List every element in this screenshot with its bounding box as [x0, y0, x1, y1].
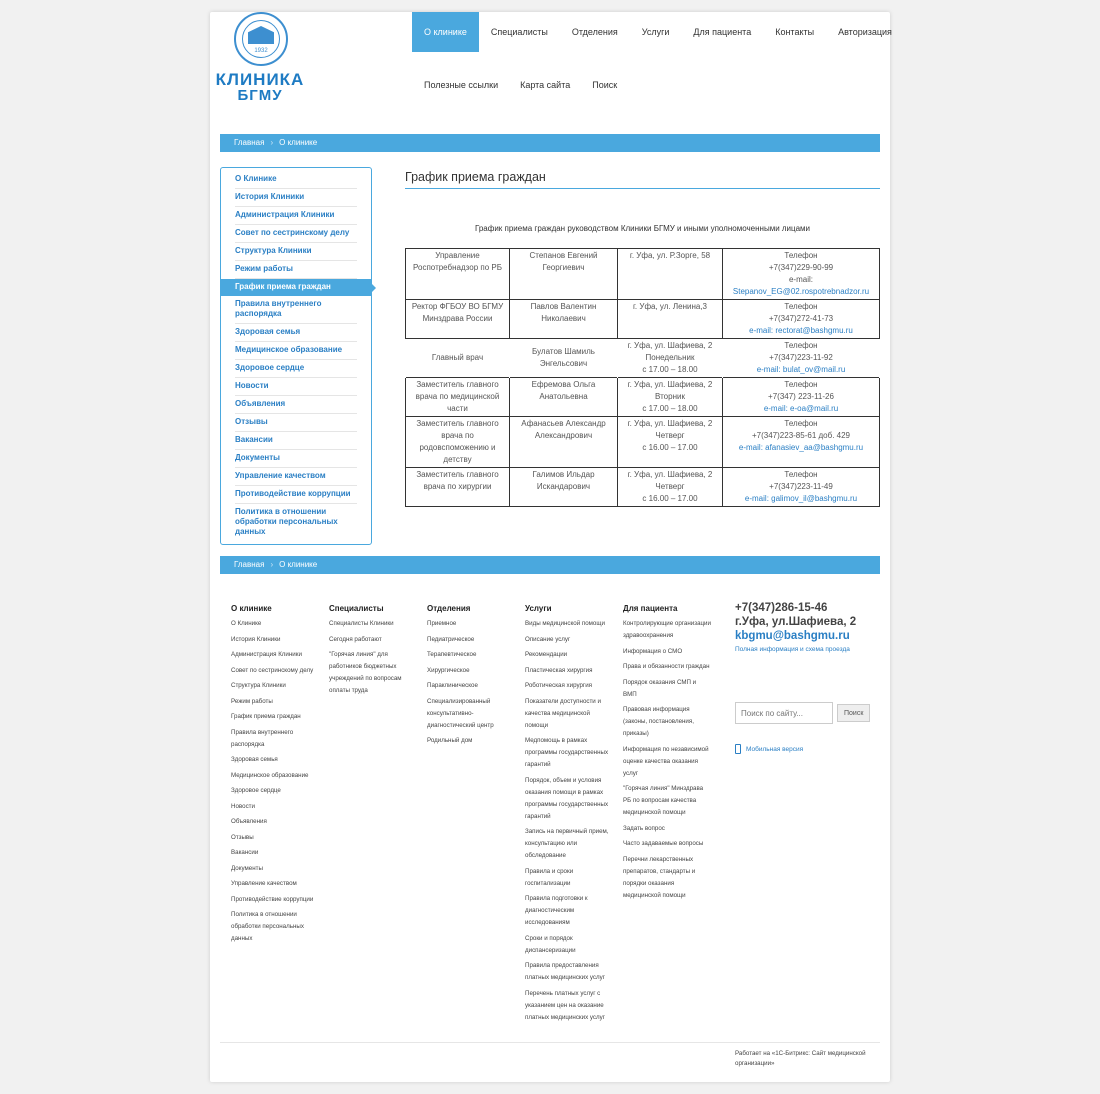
- footer-column-heading: Специалисты: [329, 604, 384, 613]
- sidebar-item[interactable]: Политика в отношении обработки персональных данных: [235, 507, 338, 536]
- search-input[interactable]: [735, 702, 833, 724]
- footer-link[interactable]: Здоровое сердце: [231, 787, 281, 794]
- nav-contacts[interactable]: Контакты: [775, 27, 815, 37]
- footer-link[interactable]: Пластическая хирургия: [525, 666, 593, 674]
- table-row: [406, 300, 880, 339]
- footer-link[interactable]: Здоровая семья: [231, 756, 278, 763]
- nav-about[interactable]: О клинике: [412, 12, 479, 52]
- footer-link[interactable]: Сегодня работают: [329, 635, 382, 643]
- footer-link[interactable]: Документы: [231, 864, 263, 872]
- cell-place: г. Уфа, ул. Шафиева, 2 Четверг с 16.00 – 17.00: [618, 468, 723, 507]
- sidebar-item[interactable]: Документы: [235, 450, 357, 468]
- sidebar-item[interactable]: Вакансии: [235, 432, 357, 450]
- cell-name: Ефремова Ольга Анатольевна: [510, 378, 618, 417]
- cell-place: г. Уфа, ул. Ленина,3: [618, 300, 723, 339]
- footer-link[interactable]: Информация о СМО: [623, 647, 683, 655]
- footer-link[interactable]: "Горячая линия" для работников бюджетных учреждений по вопросам оплаты труда: [329, 651, 402, 694]
- footer-address: г.Уфа, ул.Шафиева, 2: [735, 616, 857, 628]
- nav-search[interactable]: Поиск: [592, 80, 618, 90]
- footer-link[interactable]: Правила предоставления платных медицинских услуг: [525, 962, 605, 981]
- cell-role: Заместитель главного врача по медицинской части: [406, 378, 510, 417]
- nav-departments[interactable]: Отделения: [571, 27, 618, 37]
- footer-column-heading: О клинике: [231, 604, 272, 613]
- sidebar-item[interactable]: Совет по сестринскому делу: [235, 225, 357, 243]
- mobile-version-label: Мобильная версия: [746, 745, 804, 753]
- footer-column-about: [231, 604, 319, 949]
- email-link[interactable]: e-mail: rectorat@bashgmu.ru: [749, 326, 853, 335]
- footer-column-departments: [427, 604, 515, 751]
- powered-by: Работает на «1С-Битрикс: Сайт медицинской организации»: [735, 1050, 866, 1067]
- footer-link[interactable]: Правила внутреннего распорядка: [231, 728, 294, 748]
- top-navigation: [412, 12, 904, 52]
- footer-link[interactable]: Права и обязанности граждан: [623, 663, 710, 670]
- cell-name: Степанов Евгений Георгиевич: [510, 249, 618, 300]
- footer-link[interactable]: Приемное: [427, 620, 457, 627]
- sidebar-item[interactable]: Здоровая семья: [235, 324, 357, 342]
- footer-link[interactable]: Новости: [231, 802, 255, 810]
- breadcrumb-separator: ›: [270, 560, 274, 569]
- footer-column-heading: Услуги: [525, 604, 552, 613]
- footer-link[interactable]: Специалисты Клиники: [329, 620, 394, 627]
- sidebar-item[interactable]: Управление качеством: [235, 468, 357, 486]
- cell-place: г. Уфа, ул. Шафиева, 2 Вторник с 17.00 – 18.00: [618, 378, 723, 417]
- search-button[interactable]: Поиск: [837, 704, 870, 722]
- sidebar-item[interactable]: Правила внутреннего распорядка: [235, 296, 357, 324]
- cell-role: Главный врач: [406, 339, 510, 378]
- footer-link[interactable]: Противодействие коррупции: [231, 895, 314, 903]
- sidebar-item[interactable]: Здоровое сердце: [235, 360, 357, 378]
- cell-name: Афанасьев Александр Александрович: [510, 417, 618, 468]
- logo-text-line2: БГМУ: [237, 87, 283, 104]
- cell-place: г. Уфа, ул. Шафиева, 2 Четверг с 16.00 – 17.00: [618, 417, 723, 468]
- email-link[interactable]: e-mail: e-oa@mail.ru: [763, 404, 839, 413]
- footer-email[interactable]: kbgmu@bashgmu.ru: [735, 630, 850, 642]
- breadcrumb-home[interactable]: Главная: [234, 138, 265, 147]
- cell-contacts: Телефон +7(347)223-85-61 доб. 429 e-mail: afanasiev_aa@bashgmu.ru: [723, 417, 880, 468]
- footer-column-specialists: [329, 604, 417, 701]
- footer-link[interactable]: Сроки и порядок диспансеризации: [525, 934, 576, 954]
- nav-sitemap[interactable]: Карта сайта: [520, 80, 571, 90]
- footer-link[interactable]: Перечни лекарственных препаратов, стандарты и порядки оказания медицинской помощи: [623, 855, 696, 899]
- cell-contacts: Телефон +7(347)223-11-92 e-mail: bulat_ov@mail.ru: [723, 339, 880, 378]
- mobile-phone-icon: [735, 744, 741, 754]
- footer-link[interactable]: Показатели доступности и качества медицинской помощи: [525, 697, 601, 729]
- footer-link[interactable]: Родильный дом: [427, 737, 473, 744]
- cell-role: Управление Роспотребнадзор по РБ: [406, 249, 510, 300]
- sidebar-item[interactable]: О Клинике: [235, 171, 357, 189]
- cell-contacts: Телефон +7(347)229-90-99 e-mail: Stepanov_EG@02.rospotrebnadzor.ru: [723, 249, 880, 300]
- cell-role: Заместитель главного врача по родовспоможению и детству: [406, 417, 510, 468]
- footer-link[interactable]: Медицинское образование: [231, 771, 309, 779]
- breadcrumb-separator: ›: [270, 138, 274, 147]
- cell-name: Галимов Ильдар Искандарович: [510, 468, 618, 507]
- footer-link[interactable]: Виды медицинской помощи: [525, 620, 605, 627]
- footer-link[interactable]: Правила подготовки к диагностическим исследованиям: [525, 895, 588, 926]
- sidebar-item[interactable]: Отзывы: [235, 414, 357, 432]
- cell-role: Заместитель главного врача по хирургии: [406, 468, 510, 507]
- sidebar-item[interactable]: Противодействие коррупции: [235, 486, 357, 504]
- footer-link[interactable]: Структура Клиники: [231, 682, 286, 689]
- email-link[interactable]: e-mail: bulat_ov@mail.ru: [756, 365, 846, 374]
- cell-place: г. Уфа, ул. Р.Зорге, 58: [618, 249, 723, 300]
- logo-seal-icon: [234, 12, 288, 66]
- table-row: [406, 339, 880, 378]
- sidebar-item[interactable]: Администрация Клиники: [235, 207, 357, 225]
- footer-column-heading: Для пациента: [623, 604, 678, 613]
- footer-link[interactable]: Правила и сроки госпитализации: [525, 867, 574, 887]
- footer-link[interactable]: Управление качеством: [231, 880, 297, 887]
- cell-contacts: Телефон +7(347)272-41-73 e-mail: rectorat@bashgmu.ru: [723, 300, 880, 339]
- breadcrumb: [220, 134, 880, 152]
- footer-link[interactable]: Медпомощь в рамках программы государственных гарантий: [525, 737, 609, 768]
- sidebar-item-active[interactable]: График приема граждан: [221, 279, 371, 296]
- footer-link[interactable]: Хирургическое: [427, 666, 470, 674]
- footer-link[interactable]: Правовая информация (законы, постановления, приказы): [623, 706, 694, 737]
- footer-link[interactable]: Роботическая хирургия: [525, 682, 592, 689]
- cell-name: Павлов Валентин Николаевич: [510, 300, 618, 339]
- footer-link[interactable]: Режим работы: [231, 697, 273, 705]
- footer-link[interactable]: О Клинике: [231, 620, 262, 627]
- nav-services[interactable]: Услуги: [641, 27, 670, 37]
- footer-link[interactable]: Совет по сестринскому делу: [231, 666, 314, 674]
- email-link[interactable]: e-mail: afanasiev_aa@bashgmu.ru: [738, 443, 864, 452]
- mobile-version-link[interactable]: [735, 744, 803, 754]
- nav-useful-links[interactable]: Полезные ссылки: [424, 80, 499, 90]
- footer-link[interactable]: "Горячая линия" Минздрава РБ по вопросам качества медицинской помощи: [623, 785, 704, 816]
- cell-name: Булатов Шамиль Энгельсович: [510, 339, 618, 378]
- table-row: [406, 468, 880, 507]
- footer-link[interactable]: Контролирующие организации здравоохранения: [623, 620, 711, 639]
- cell-role: Ректор ФГБОУ ВО БГМУ Минздрава России: [406, 300, 510, 339]
- scheme-link[interactable]: Полная информация и схема проезда: [735, 646, 850, 653]
- sidebar-menu: [220, 167, 372, 545]
- footer-search: [735, 702, 870, 724]
- secondary-navigation: [424, 80, 639, 90]
- nav-login[interactable]: Авторизация: [838, 27, 892, 37]
- sidebar-item[interactable]: История Клиники: [235, 189, 357, 207]
- footer-link[interactable]: Информация по независимой оценке качества оказания услуг: [623, 745, 709, 777]
- footer-link[interactable]: График приема граждан: [231, 713, 301, 720]
- breadcrumb-home[interactable]: Главная: [234, 560, 265, 569]
- footer-link[interactable]: Порядок, объем и условия оказания помощи в рамках программы государственных гарантий: [525, 776, 609, 820]
- breadcrumb-bottom: [220, 556, 880, 574]
- footer-link[interactable]: Политика в отношении обработки персональных данных: [231, 911, 304, 942]
- sidebar-item[interactable]: Медицинское образование: [235, 342, 357, 360]
- logo-year: 1932: [254, 48, 268, 54]
- breadcrumb-current[interactable]: О клинике: [279, 138, 318, 147]
- page-container: [210, 12, 890, 1082]
- footer-column-heading: Отделения: [427, 604, 471, 613]
- footer-phone[interactable]: +7(347)286-15-46: [735, 602, 828, 614]
- table-row: [406, 417, 880, 468]
- breadcrumb-current[interactable]: О клинике: [279, 560, 318, 569]
- footer-link[interactable]: Терапевтическое: [427, 651, 477, 658]
- footer-link[interactable]: Педиатрическое: [427, 635, 475, 643]
- footer-link[interactable]: Рекомендации: [525, 651, 568, 658]
- footer-link[interactable]: Описание услуг: [525, 635, 571, 643]
- email-link[interactable]: Stepanov_EG@02.rospotrebnadzor.ru: [732, 287, 870, 296]
- footer-link[interactable]: Перечень платных услуг с указанием цен на оказание платных медицинских услуг: [525, 989, 605, 1021]
- footer-link[interactable]: Параклиническое: [427, 682, 478, 689]
- footer-divider: [220, 1042, 880, 1043]
- footer-link[interactable]: Администрация Клиники: [231, 651, 302, 658]
- email-link[interactable]: e-mail: galimov_il@bashgmu.ru: [744, 494, 858, 503]
- cell-contacts: Телефон +7(347) 223-11-26 e-mail: e-oa@mail.ru: [723, 378, 880, 417]
- sidebar-item[interactable]: Структура Клиники: [235, 243, 357, 261]
- nav-specialists[interactable]: Специалисты: [490, 27, 548, 37]
- footer-link[interactable]: Специализированный консультативно-диагностический центр: [427, 697, 494, 729]
- footer-link[interactable]: Задать вопрос: [623, 824, 665, 832]
- sidebar-item[interactable]: Новости: [235, 378, 357, 396]
- footer-link[interactable]: Порядок оказания СМП и ВМП: [623, 678, 697, 698]
- schedule-table: [405, 248, 880, 507]
- footer-contacts: [735, 601, 885, 653]
- cell-place: г. Уфа, ул. Шафиева, 2 Понедельник с 17.00 – 18.00: [618, 339, 723, 378]
- footer-column-for-patient: [623, 604, 711, 905]
- footer-column-services: [525, 604, 613, 1027]
- sidebar-item[interactable]: Объявления: [235, 396, 357, 414]
- schedule-caption: График приема граждан руководством Клиники БГМУ и иными уполномоченными лицами: [474, 224, 811, 233]
- table-row: [406, 249, 880, 300]
- logo-text-line1: КЛИНИКА: [215, 70, 305, 89]
- clinic-logo[interactable]: [214, 12, 306, 104]
- cell-contacts: Телефон +7(347)223-11-49 e-mail: galimov_il@bashgmu.ru: [723, 468, 880, 507]
- footer-link[interactable]: Отзывы: [231, 833, 254, 841]
- page-title: График приема граждан: [405, 170, 880, 189]
- nav-for-patient[interactable]: Для пациента: [693, 27, 752, 37]
- footer-link[interactable]: Объявления: [231, 818, 267, 825]
- table-row: [406, 378, 880, 417]
- footer-link[interactable]: История Клиники: [231, 635, 281, 643]
- footer-link[interactable]: Запись на первичный прием, консультацию или обследование: [525, 828, 609, 859]
- footer-link[interactable]: Часто задаваемые вопросы: [623, 840, 704, 847]
- sidebar-item[interactable]: Режим работы: [235, 261, 357, 279]
- footer-link[interactable]: Вакансии: [231, 849, 259, 856]
